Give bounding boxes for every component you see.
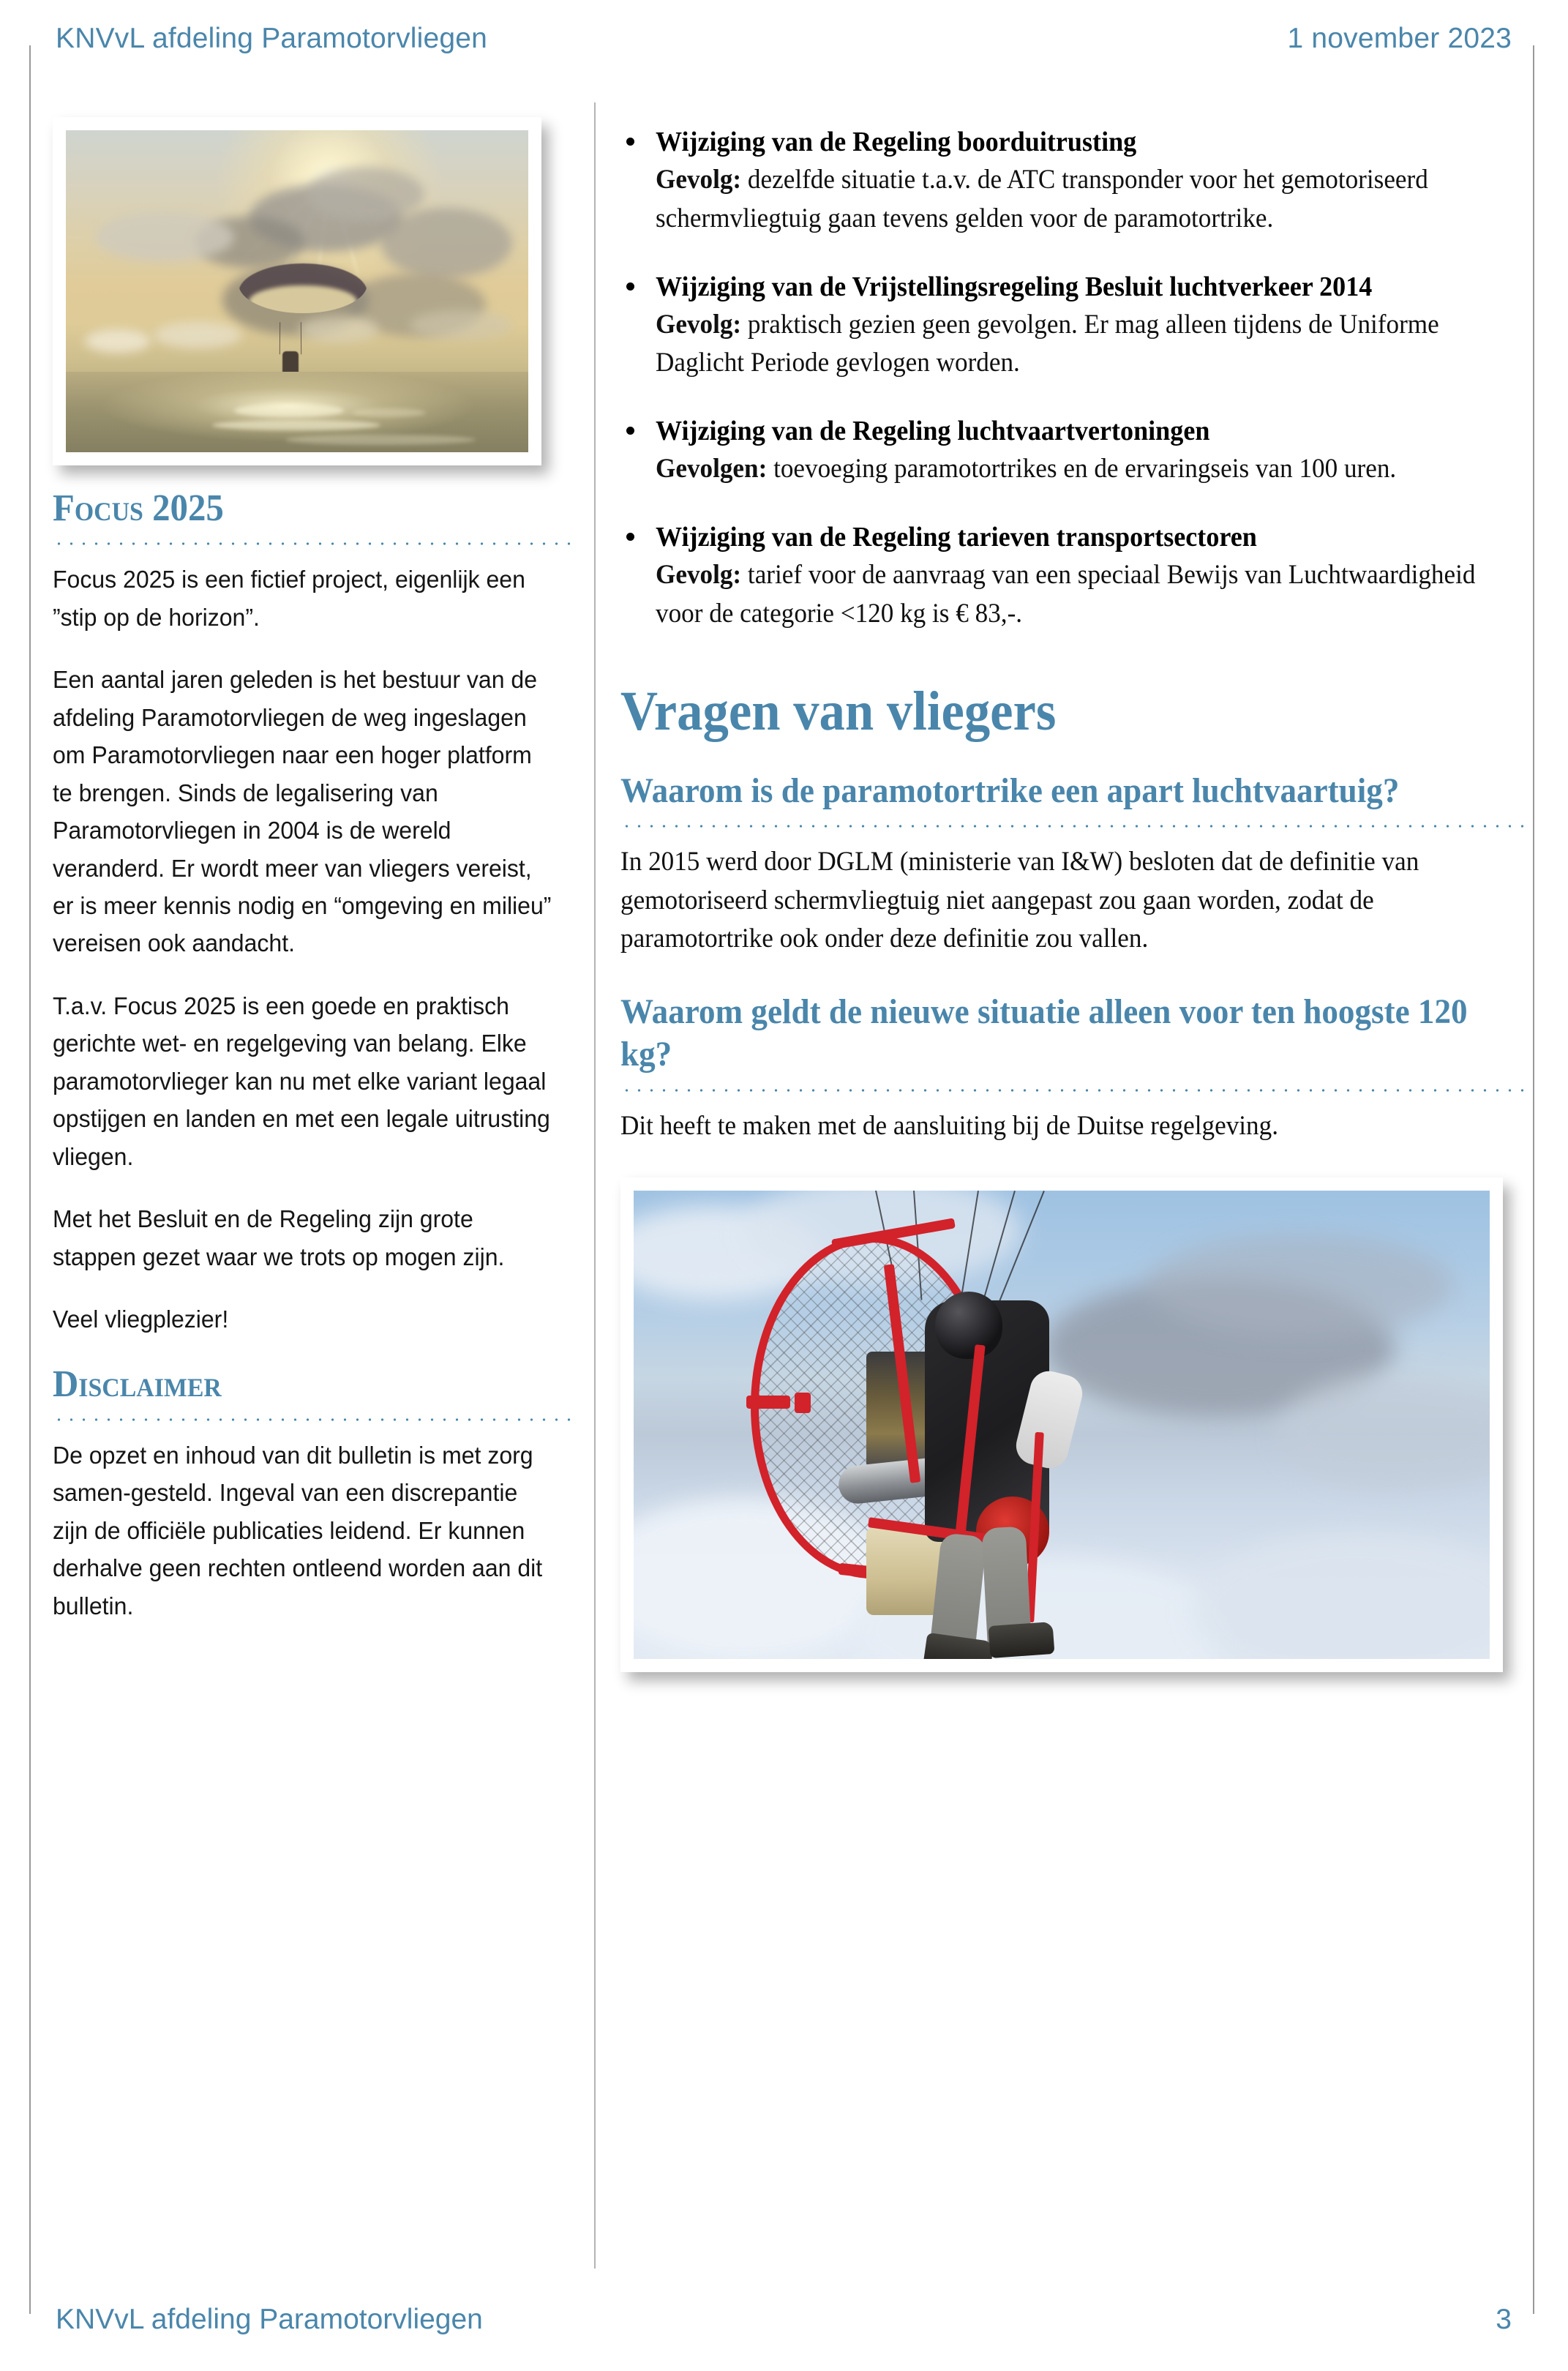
list-item (620, 123, 1528, 239)
sidebar-column (53, 117, 572, 1649)
sidebar-paragraph: Een aantal jaren geleden is het bestuur van de afdeling Paramotorvliegen de weg ingeslagen om Paramotorvliegen naar een hoger platform te brengen. Sinds de legalisering van Paramotorvliegen in 2004 is de wereld veranderd. Er wordt meer van vliegers vereist, er is meer kennis nodig en “omgeving en milieu” vereisen ook aandacht. (53, 666, 552, 957)
page-footer (56, 2298, 1512, 2342)
question-heading: Waarom geldt de nieuwe situatie alleen voor ten hoogste 120 kg? (620, 992, 1468, 1074)
regulation-changes-list (620, 123, 1528, 633)
list-item (620, 518, 1528, 634)
page-header (56, 16, 1512, 61)
page-rule-left (29, 45, 31, 2314)
bullet-text: tarief voor de aanvraag van een speciaal Bewijs van Luchtwaardigheid voor de categorie <120 kg is € 83,-. (656, 560, 1476, 629)
bullet-body (656, 306, 1484, 383)
qa-block (620, 991, 1528, 1146)
sidebar-paragraph: T.a.v. Focus 2025 is een goede en praktisch gerichte wet- en regelgeving van belang. Elke paramotorvlieger kan nu met elke variant legaal opstijgen en landen en met een legale uitrusting vliegen. (53, 992, 550, 1170)
qa-block (620, 770, 1528, 959)
sunset-photo-frame (53, 117, 541, 465)
bullet-title: Wijziging van de Regeling boorduitrusting (656, 127, 1137, 157)
water-horizon (66, 372, 528, 452)
dotted-rule (53, 540, 572, 547)
header-date: 1 november 2023 (1287, 23, 1512, 54)
list-item (620, 268, 1528, 383)
sidebar-paragraph: De opzet en inhoud van dit bulletin is met zorg samen-gesteld. Ingeval van een discrepantie zijn de officiële publicaties leidend. Er kunnen derhalve geen rechten ontleend worden aan dit bulletin. (53, 1441, 543, 1619)
footer-page-number: 3 (1496, 2304, 1512, 2335)
sidebar-heading-disclaimer: Disclaimer (53, 1363, 222, 1405)
suspension-lines (280, 322, 301, 354)
bullet-body (656, 556, 1484, 633)
bullet-title: Wijziging van de Regeling luchtvaartvertoningen (656, 416, 1210, 446)
bullet-label: Gevolg: (656, 560, 742, 591)
main-column (620, 123, 1528, 1672)
bullet-label: Gevolg: (656, 165, 742, 195)
bullet-body (656, 450, 1484, 489)
question-answer: Dit heeft te maken met de aansluiting bij de Duitse regelgeving. (620, 1110, 1278, 1141)
pilot-photo-frame (620, 1177, 1503, 1672)
bullet-title: Wijziging van de Regeling tarieven transportsectoren (656, 521, 1257, 553)
column-divider (594, 102, 596, 2269)
dotted-rule (620, 1087, 1528, 1094)
header-title: KNVvL afdeling Paramotorvliegen (56, 23, 488, 54)
sidebar-paragraph: Focus 2025 is een fictief project, eigenlijk een ”stip op de horizon”. (53, 566, 525, 631)
dotted-rule (620, 823, 1528, 830)
paramotor-pilot-photo (634, 1191, 1490, 1659)
bullet-body (656, 161, 1484, 238)
paramotor-rig (743, 1213, 1087, 1637)
bullet-text: dezelfde situatie t.a.v. de ATC transponder voor het gemotoriseerd schermvliegtuig gaan tevens gelden voor de paramotortrike. (656, 165, 1428, 233)
bullet-text: toevoeging paramotortrikes en de ervaringseis van 100 uren. (767, 454, 1397, 484)
page-rule-right (1533, 45, 1534, 2314)
bullet-title: Wijziging van de Vrijstellingsregeling Besluit luchtverkeer 2014 (656, 271, 1373, 302)
sidebar-heading-focus: Focus 2025 (53, 487, 224, 529)
bullet-label: Gevolg: (656, 309, 742, 340)
section-title-vragen: Vragen van vliegers (620, 681, 1057, 743)
question-answer: In 2015 werd door DGLM (ministerie van I&W) besloten dat de definitie van gemotoriseerd schermvliegtuig niet aangepast zou gaan worden, zodat de paramotortrike ook onder deze definitie zou vallen. (620, 847, 1419, 954)
dotted-rule (53, 1416, 572, 1423)
sidebar-paragraph: Veel vliegplezier! (53, 1306, 229, 1333)
list-item (620, 412, 1528, 489)
bullet-text: praktisch gezien geen gevolgen. Er mag alleen tijdens de Uniforme Daglicht Periode gevlogen worden. (656, 309, 1439, 378)
paramotor-sunset-photo (66, 130, 528, 452)
pilot-helmet (935, 1292, 1002, 1359)
question-heading: Waarom is de paramotortrike een apart luchtvaartuig? (620, 771, 1400, 810)
sidebar-paragraph: Met het Besluit en de Regeling zijn grote stappen gezet waar we trots op mogen zijn. (53, 1205, 505, 1270)
bullet-label: Gevolgen: (656, 454, 768, 484)
footer-title: KNVvL afdeling Paramotorvliegen (56, 2304, 483, 2335)
